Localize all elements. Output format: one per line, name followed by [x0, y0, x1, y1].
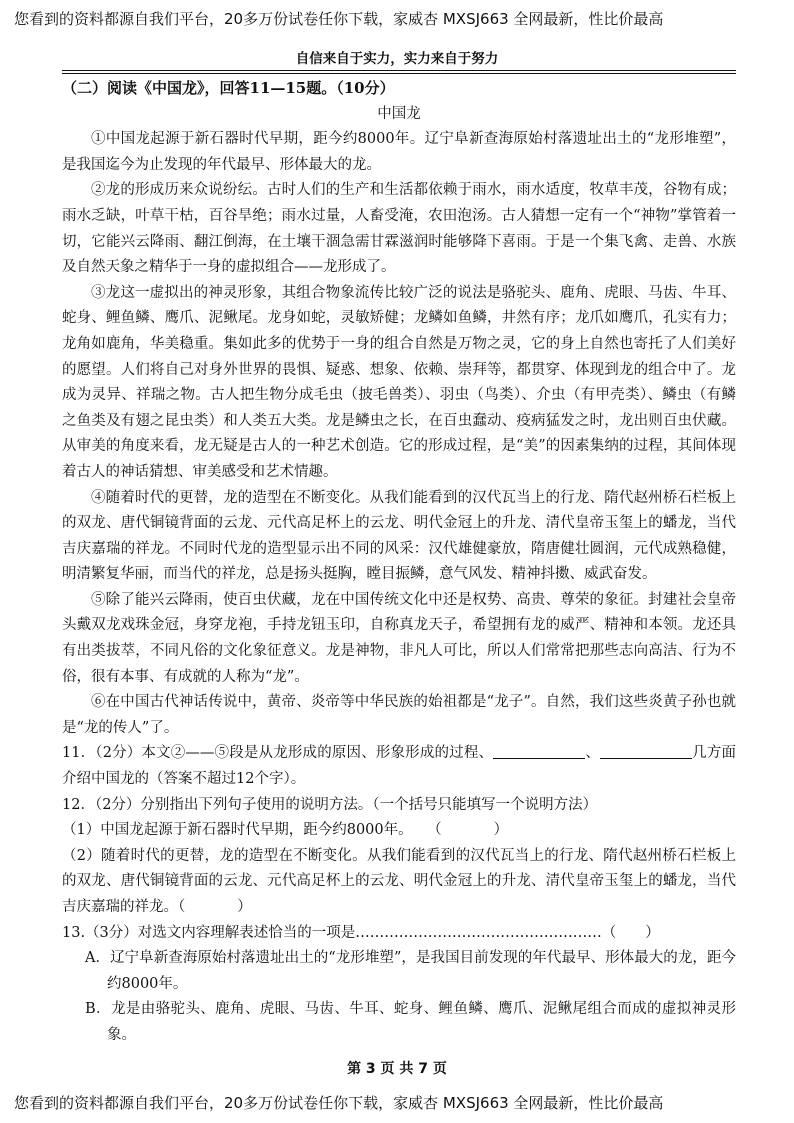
article-title: 中国龙	[377, 105, 421, 122]
paren-open: （	[178, 899, 186, 915]
top-banner: 您看到的资料都源自我们平台，20多万份试卷任你下载，家威杏 MXSJ663 全网最新，性比价最高	[14, 10, 664, 28]
question-12-item-2	[62, 844, 736, 921]
paragraph-3: ③龙这一虚拟出的神灵形象，其组合物象流传比较广泛的说法是骆驼头、鹿角、虎眼、马齿、牛耳、蛇身、鲤鱼鳞、鹰爪、泥鳅尾。龙身如蛇，灵敏矫健；龙鳞如鱼鳞，井然有序；龙爪如鹰爪，孔实有力；龙角如鹿角，华美稳重。集如此多的优势于一身的组合自然是万物之灵，它的身上自然也寄托了人们美好的愿望。人们将自己对身外世界的畏惧、疑惑、想象、依赖、崇拜等，都贯穿、体现到龙的组合中了。龙成为灵异、祥瑞之物。古人把生物分成毛虫（披毛兽类）、羽虫（鸟类）、介虫（有甲壳类）、鳞虫（有鳞之鱼类及有翅之昆虫类）和人类五大类。龙是鳞虫之长，在百虫蠢动、疫病猛发之时，龙出则百虫伏藏。从审美的角度来看，龙无疑是古人的一种艺术创造。它的形成过程，是“美”的因素集纳的过程，其间体现着古人的神话猜想、审美感受和艺术情趣。	[62, 284, 736, 480]
paragraph-1: ①中国龙起源于新石器时代早期，距今约8000年。辽宁阜新查海原始村落遗址出土的“龙形堆塑”，是我国迄今为止发现的年代最早、形体最大的龙。	[62, 131, 736, 173]
paren-open: （	[434, 822, 442, 839]
question-13-stem: 13.（3分）对选文内容理解表述恰当的一项是……………………………………………（ ）	[62, 924, 660, 941]
paren-close: ）	[237, 899, 252, 915]
question-12-item-1	[62, 818, 736, 844]
header-rule-thin	[62, 73, 736, 74]
page-content	[62, 76, 736, 1049]
option-b[interactable]: B．龙是由骆驼头、鹿角、虎眼、马齿、牛耳、蛇身、鲤鱼鳞、鹰爪、泥鳅尾组合而成的虚拟神灵形象。	[85, 1001, 736, 1043]
paragraph-4: ④随着时代的更替，龙的造型在不断变化。从我们能看到的汉代瓦当上的行龙、隋代赵州桥石栏板上的双龙、唐代铜镜背面的云龙、元代高足杯上的云龙、明代金冠上的升龙、清代皇帝玉玺上的蟠龙，当代吉庆嘉瑞的祥龙。不同时代龙的造型显示出不同的风采：汉代雄健豪放，隋唐健壮圆润，元代成熟稳健，明清繁复华丽，而当代的祥龙，总是扬头挺胸，瞠目振鳞，意气风发、精神抖擞、威武奋发。	[62, 489, 736, 583]
question-11	[62, 741, 736, 792]
header-rule	[62, 70, 736, 71]
paragraph-2: ②龙的形成历来众说纷纭。古时人们的生产和生活都依赖于雨水，雨水适度，牧草丰茂，谷物有成；雨水乏缺，叶草干枯，百谷旱绝；雨水过量，人畜受淹，农田泡汤。古人猜想一定有一个“神物”掌管着一切，它能兴云降雨、翻江倒海，在土壤干涸急需甘霖滋润时能够降下喜雨。于是一个集飞禽、走兽、水族及自然天象之精华于一身的虚拟组合——龙形成了。	[62, 182, 736, 276]
paragraph-6: ⑥在中国古代神话传说中，黄帝、炎帝等中华民族的始祖都是“龙子”。自然，我们这些炎黄子孙也就是“龙的传人”了。	[62, 694, 736, 736]
answer-blank-2[interactable]	[600, 744, 692, 759]
motto-header: 自信来自于实力，实力来自于努力	[295, 51, 499, 67]
question-11-text-a: 11．（2分）本文②——⑤段是从龙形成的原因、形象形成的过程、	[62, 745, 494, 762]
question-12-sentence-1: （1）中国龙起源于新石器时代早期，距今约8000年。	[62, 822, 406, 839]
answer-blank-1[interactable]	[493, 744, 585, 759]
option-a[interactable]: A．辽宁阜新查海原始村落遗址出土的“龙形堆塑”，是我国目前发现的年代最早、形体最大的龙，距今约8000年。	[85, 950, 736, 992]
page-number: 第 3 页 共 7 页	[347, 1061, 447, 1077]
section-title: （二）阅读《中国龙》，回答11—15题。（10分）	[62, 79, 395, 97]
bottom-banner: 您看到的资料都源自我们平台，20多万份试卷任你下载，家威杏 MXSJ663 全网最新，性比价最高	[14, 1094, 664, 1112]
paren-close: ）	[493, 822, 509, 839]
question-11-text-b: 几方面介绍中国龙的（答案不超过12个字）。	[62, 745, 736, 788]
question-11-separator: 、	[585, 745, 600, 762]
question-12-stem: 12．（2分）分别指出下列句子使用的说明方法。（一个括号只能填写一个说明方法）	[62, 796, 598, 813]
paragraph-5: ⑤除了能兴云降雨，使百虫伏藏，龙在中国传统文化中还是权势、高贵、尊荣的象征。封建社会皇帝头戴双龙戏珠金冠，身穿龙袍，手持龙钮玉印，自称真龙天子，希望拥有龙的威严、精神和本领。龙还具有出类拔萃，不同凡俗的文化象征意义。龙是神物，非凡人可比，所以人们常常把那些志向高洁、行为不俗，很有本事、有成就的人称为“龙”。	[62, 591, 736, 685]
question-12-sentence-2: （2）随着时代的更替，龙的造型在不断变化。从我们能看到的汉代瓦当上的行龙、隋代赵州桥石栏板上的双龙、唐代铜镜背面的云龙、元代高足杯上的云龙、明代金冠上的升龙、清代皇帝玉玺上的蟠龙，当代吉庆嘉瑞的祥龙。	[62, 847, 736, 915]
